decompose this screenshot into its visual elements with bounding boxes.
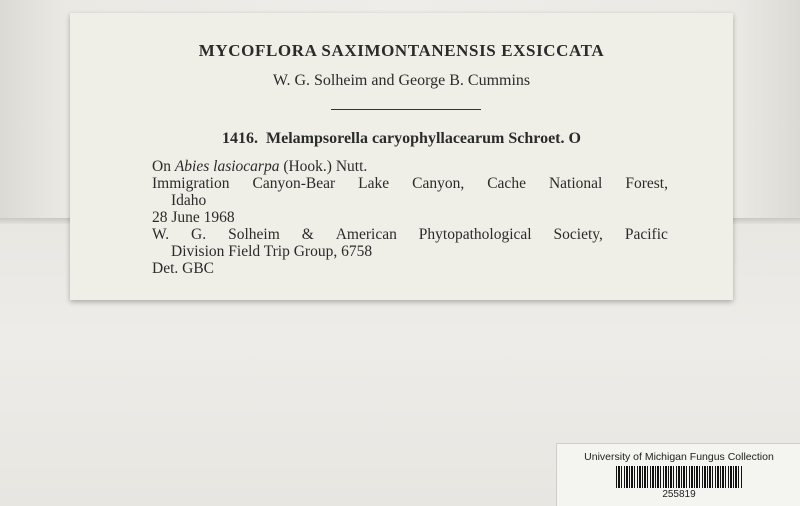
- collector-word: G.: [191, 226, 207, 243]
- host-authority: (Hook.) Nutt.: [283, 158, 368, 175]
- collection-date: 28 June 1968: [152, 209, 235, 226]
- locality-state: Idaho: [171, 192, 207, 209]
- barcode-icon: [616, 466, 742, 488]
- label-authors: W. G. Solheim and George B. Cummins: [272, 72, 531, 89]
- host-line: [152, 158, 668, 175]
- collector-word: Solheim: [228, 226, 280, 243]
- collector-word: W.: [152, 226, 170, 243]
- locality-word: Cache: [487, 175, 526, 192]
- collector-word: American: [335, 226, 397, 243]
- species-name: Melampsorella caryophyllacearum Schroet. O: [266, 130, 581, 147]
- exsiccata-number: 1416.: [222, 130, 259, 147]
- label-title: MYCOFLORA SAXIMONTANENSIS EXSICCATA: [198, 41, 605, 60]
- collector-word: Society,: [553, 226, 603, 243]
- specimen-details: [152, 158, 668, 277]
- locality-word: National: [548, 175, 603, 192]
- species-heading: [70, 130, 733, 148]
- specimen-label: [70, 13, 733, 300]
- collector-word: Phytopathological: [418, 226, 532, 243]
- collectors-continued: Division Field Trip Group, 6758: [171, 243, 373, 260]
- locality-word: Canyon-Bear: [252, 175, 336, 192]
- institution-name: University of Michigan Fungus Collection: [584, 451, 774, 463]
- locality-word: Immigration: [152, 175, 230, 192]
- locality-word: Lake: [358, 175, 390, 192]
- divider-rule: [331, 109, 481, 110]
- locality-word: Canyon,: [412, 175, 465, 192]
- collector-word: Pacific: [624, 226, 668, 243]
- collectors-line: [152, 226, 668, 243]
- host-name: Abies lasiocarpa: [174, 158, 280, 175]
- host-prefix: On: [152, 158, 171, 175]
- locality-word: Forest,: [625, 175, 668, 192]
- collection-stamp: [556, 443, 800, 506]
- collector-word: &: [301, 226, 314, 243]
- locality-line: [152, 175, 668, 192]
- determiner: Det. GBC: [152, 260, 214, 277]
- barcode-number: 255819: [662, 489, 696, 500]
